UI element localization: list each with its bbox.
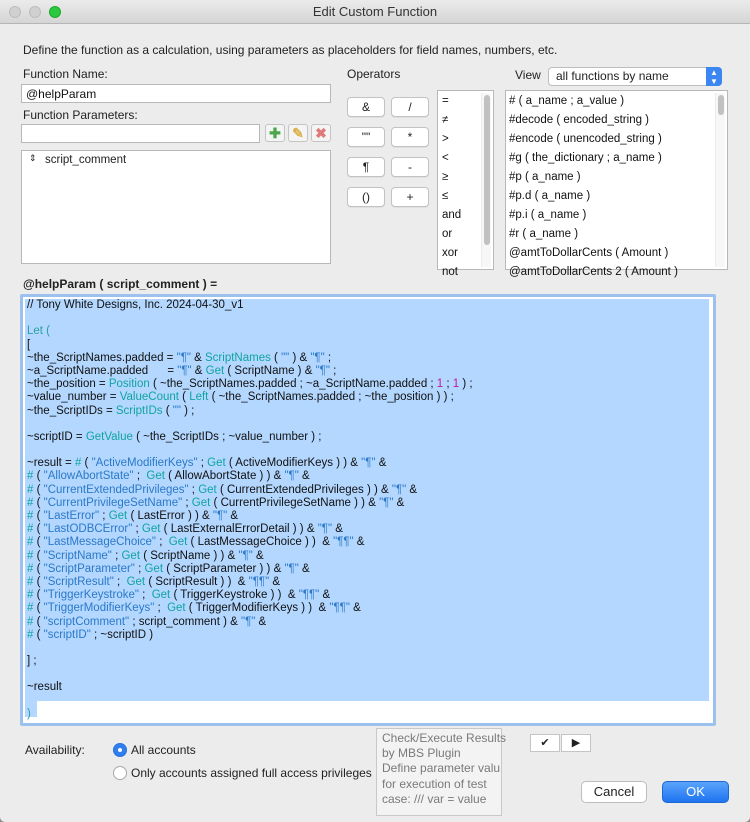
mbs-test-case-text (382, 731, 506, 807)
code-token: Get (198, 483, 217, 496)
code-token: # (27, 496, 34, 509)
code-token: ; script_comment ) & (129, 615, 241, 628)
operators-label: Operators (347, 67, 401, 81)
code-token: & (190, 351, 206, 364)
code-token: "AllowAbortState" (43, 470, 134, 483)
code-token: Get (207, 457, 226, 470)
code-token: & (298, 562, 310, 575)
function-list-scrollbar[interactable] (715, 93, 725, 267)
code-token: ; (133, 470, 147, 483)
calculation-code[interactable] (27, 299, 473, 721)
code-token: "¶" (317, 523, 333, 536)
code-line (27, 668, 473, 681)
code-token: ( ActiveModifierKeys ) ) & (225, 457, 362, 470)
code-token: ( (162, 404, 173, 417)
code-token: Get (167, 602, 186, 615)
edit-parameter-button[interactable] (288, 124, 308, 142)
code-line (27, 629, 473, 642)
code-token: Get (141, 523, 161, 536)
code-token: ( ScriptParameter ) ) & (163, 562, 285, 575)
code-token: "scriptID" (43, 628, 91, 641)
mbs-test-case-field[interactable] (376, 728, 507, 816)
code-line (27, 299, 473, 312)
code-line (27, 523, 473, 536)
code-token: Get (168, 536, 188, 549)
window-title: Edit Custom Function (312, 4, 438, 19)
code-token: # (27, 575, 34, 588)
x-icon: ✖ (315, 125, 327, 141)
code-token: ; (197, 457, 208, 470)
code-line (27, 352, 473, 365)
code-token: Get (108, 510, 128, 522)
code-token: ( (81, 457, 92, 470)
code-token: ( TriggerModifierKeys ) ) & (185, 602, 330, 615)
code-token: & (406, 483, 418, 496)
code-token: ( (33, 470, 44, 483)
code-token: & (375, 457, 387, 470)
code-token: "TriggerKeystroke" (43, 589, 139, 602)
code-token: "¶" (391, 483, 407, 496)
code-token: # (27, 470, 34, 483)
view-label: View (515, 68, 541, 82)
code-token: ; (329, 364, 337, 377)
operator-list-item[interactable]: ≥ (442, 171, 449, 183)
code-token: ) (27, 707, 31, 720)
code-token: "¶¶" (329, 602, 350, 615)
code-line (27, 365, 473, 378)
code-token: ~scriptID = (27, 430, 86, 443)
title-bar (0, 0, 750, 24)
code-token: 1 (436, 378, 444, 391)
code-token: "¶" (284, 562, 299, 575)
code-token: ; (134, 562, 145, 575)
checkmark-icon: ✔ (540, 737, 550, 749)
code-token: "¶" (310, 351, 325, 364)
code-line (27, 602, 473, 615)
code-token: "LastODBCError" (43, 523, 133, 536)
parameter-item[interactable] (22, 153, 330, 169)
code-token: Get (121, 549, 141, 562)
code-token: ( (33, 615, 44, 628)
function-list-item[interactable]: #g ( the_dictionary ; a_name ) (509, 152, 662, 164)
code-token: ( (33, 575, 44, 588)
code-line (27, 695, 473, 708)
mbs-text-line: by MBS Plugin (382, 746, 461, 761)
code-token: # (27, 615, 34, 628)
delete-parameter-button[interactable] (311, 124, 331, 142)
check-syntax-button[interactable] (530, 734, 560, 752)
parentheses-operator-button[interactable]: () (347, 187, 385, 207)
function-parameters-label: Function Parameters: (23, 108, 138, 122)
operator-list[interactable] (437, 90, 494, 278)
code-token: "" (172, 404, 181, 417)
code-line (27, 655, 473, 668)
code-token: ; (138, 589, 152, 602)
code-line (27, 550, 473, 563)
code-token: ( LastMessageChoice ) ) & (187, 536, 334, 549)
code-token: # (27, 523, 34, 536)
function-list-item[interactable]: #p ( a_name ) (509, 171, 581, 183)
code-token: ( ~the_ScriptNames.padded ; ~a_ScriptName.padded ; (149, 378, 437, 391)
code-line (27, 418, 473, 431)
function-list-item[interactable]: #p.i ( a_name ) (509, 209, 587, 221)
code-token: ( CurrentPrivilegeSetName ) ) & (210, 496, 380, 509)
code-token: "¶" (177, 364, 192, 377)
function-signature: @helpParam ( script_comment ) = (23, 277, 218, 291)
code-token: ( (33, 483, 44, 496)
function-list-item[interactable]: #decode ( encoded_string ) (509, 114, 650, 126)
code-token: ( (33, 523, 44, 536)
code-token: ) ; (180, 404, 195, 417)
code-line (27, 457, 473, 470)
code-token: # (27, 589, 34, 602)
code-token: GetValue (85, 430, 133, 443)
code-token: ( (33, 589, 44, 602)
operator-list-scroll-thumb[interactable] (484, 95, 490, 245)
operator-list-item[interactable]: not (442, 266, 458, 278)
code-line (27, 391, 473, 404)
code-token: "¶" (176, 351, 191, 364)
function-list-item[interactable]: # ( a_name ; a_value ) (509, 95, 625, 107)
function-list-item[interactable]: @amtToDollarCents 2 ( Amount ) (509, 266, 678, 278)
quotes-operator-button[interactable]: "" (347, 127, 385, 147)
function-list-item[interactable]: @amtToDollarCents ( Amount ) (509, 247, 669, 259)
code-token: "¶" (315, 364, 330, 377)
mbs-text-line: case: /// var = value (382, 791, 487, 806)
code-token: "¶" (361, 457, 376, 470)
instructions-text: Define the function as a calculation, using parameters as placeholders for field names, numbers, etc. (23, 43, 558, 57)
code-token: # (27, 483, 34, 496)
mbs-text-line: Check/Execute Results (382, 731, 507, 745)
code-token: & (191, 364, 206, 377)
code-line (27, 497, 473, 510)
code-line (27, 510, 473, 523)
code-token: ; (182, 496, 192, 509)
code-token: "scriptComment" (43, 615, 130, 628)
code-token: ( LastExternalErrorDetail ) ) & (160, 523, 318, 536)
drag-handle-icon[interactable]: ⇕ (29, 153, 37, 163)
play-icon: ▶ (571, 737, 581, 749)
availability-label: Availability: (25, 743, 85, 757)
operator-list-item[interactable]: and (442, 209, 462, 221)
code-line (27, 589, 473, 602)
view-select-value: all functions by name (556, 69, 669, 83)
code-token: "¶" (212, 510, 228, 522)
mbs-text-line: for execution of test (382, 776, 487, 791)
code-token: ( (33, 496, 44, 509)
code-line (27, 312, 473, 325)
all-accounts-label[interactable]: All accounts (131, 743, 196, 757)
code-token: ~the_position = (27, 378, 109, 391)
code-token: ScriptNames (205, 351, 271, 364)
ampersand-operator-button[interactable]: & (347, 97, 385, 117)
code-token: "¶" (379, 496, 394, 509)
code-token: # (74, 457, 82, 470)
code-token: Get (191, 496, 211, 509)
full-access-only-radio[interactable] (113, 766, 127, 780)
code-token: "¶¶" (248, 575, 270, 588)
operator-list-item[interactable]: = (442, 95, 449, 107)
code-token: ~a_ScriptName.padded = (27, 364, 178, 377)
code-token: & (319, 589, 331, 602)
code-line (27, 470, 473, 483)
code-token: Let ( (27, 325, 51, 338)
code-token: "TriggerModifierKeys" (43, 602, 155, 615)
code-token: & (349, 602, 361, 615)
code-line (27, 339, 473, 352)
view-select[interactable] (548, 67, 722, 86)
code-token: "¶¶" (333, 536, 354, 549)
code-token: Get (144, 562, 164, 575)
code-token: ( (178, 391, 190, 404)
chevron-updown-icon: ▲ ▼ (706, 67, 722, 86)
operator-list-item[interactable]: xor (442, 247, 458, 259)
code-token: # (27, 510, 34, 522)
code-token: "¶¶" (298, 589, 320, 602)
operator-list-item[interactable]: ≠ (442, 114, 449, 126)
divide-operator-button[interactable]: / (391, 97, 429, 117)
code-token: ( ~the_ScriptNames.padded ; ~the_position ) ) ; (208, 391, 454, 404)
code-token: ) & (289, 351, 311, 364)
code-token: # (27, 549, 34, 562)
code-token: ( (33, 628, 44, 641)
code-line (27, 378, 473, 391)
code-token: ( CurrentExtendedPrivileges ) ) & (216, 483, 392, 496)
parameter-list[interactable] (21, 150, 331, 264)
code-token: "CurrentExtendedPrivileges" (43, 483, 189, 496)
code-token: ; (156, 536, 169, 549)
code-token: ; (154, 602, 168, 615)
full-access-only-label[interactable]: Only accounts assigned full access privileges (131, 766, 372, 780)
code-token: ( ScriptName ) ) & (140, 549, 239, 562)
code-token: "ScriptName" (43, 549, 112, 562)
code-token: ~the_ScriptNames.padded = (27, 351, 177, 364)
code-token: # (27, 536, 34, 549)
code-token: "ActiveModifierKeys" (91, 457, 198, 470)
code-token: ( (33, 549, 44, 562)
code-token: ( (33, 510, 44, 522)
pilcrow-operator-button[interactable]: ¶ (347, 157, 385, 177)
code-token: "¶" (284, 470, 299, 483)
code-token: # (27, 602, 34, 615)
plus-operator-button[interactable]: + (391, 187, 429, 207)
function-list-item[interactable]: #p.d ( a_name ) (509, 190, 591, 202)
code-line (27, 431, 473, 444)
code-token: ) ; (459, 378, 473, 391)
code-token: Get (146, 470, 165, 483)
code-line (27, 642, 473, 655)
operator-list-scrollbar[interactable] (481, 93, 491, 267)
code-token: Position (108, 378, 150, 391)
cancel-button[interactable]: Cancel (581, 781, 647, 803)
function-list-item[interactable]: #encode ( unencoded_string ) (509, 133, 662, 145)
function-list-scroll-thumb[interactable] (718, 95, 724, 115)
code-token: "" (281, 351, 290, 364)
code-token: Get (126, 575, 146, 588)
function-list[interactable] (505, 90, 728, 278)
code-line (27, 484, 473, 497)
code-token: "LastMessageChoice" (43, 536, 157, 549)
code-token: "CurrentPrivilegeSetName" (43, 496, 183, 509)
code-token: ; (188, 483, 199, 496)
multiply-operator-button[interactable]: * (391, 127, 429, 147)
code-token: ( (33, 602, 44, 615)
code-token: "¶" (238, 549, 253, 562)
code-line (27, 325, 473, 338)
code-token: "LastError" (43, 510, 100, 522)
code-token: // Tony White Designs, Inc. 2024-04-30_v1 (27, 299, 244, 311)
code-token: ( ~the_ScriptIDs ; ~value_number ) ; (132, 430, 322, 443)
code-token: ( ScriptResult ) ) & (145, 575, 249, 588)
parameter-item-label: script_comment (45, 154, 127, 166)
code-token: Get (205, 364, 225, 377)
minus-operator-button[interactable]: - (391, 157, 429, 177)
code-token: & (227, 510, 239, 522)
code-token: & (252, 549, 264, 562)
code-token: ; (99, 510, 109, 522)
code-token: Get (151, 589, 171, 602)
operator-list-item[interactable]: ≤ (442, 190, 449, 202)
code-token: ; (443, 378, 453, 391)
code-line (27, 576, 473, 589)
function-list-item[interactable]: #r ( a_name ) (509, 228, 579, 240)
code-token: ; (111, 549, 122, 562)
plus-icon: ✚ (269, 125, 281, 141)
code-token: "ScriptResult" (43, 575, 114, 588)
calculation-editor[interactable] (20, 294, 716, 726)
code-token: ( (33, 562, 44, 575)
code-token: ; (132, 523, 142, 536)
code-token: ; ~scriptID ) (90, 628, 154, 641)
code-token: ~value_number = (27, 391, 120, 404)
code-token: # (27, 628, 34, 641)
code-line (27, 563, 473, 576)
code-token: & (353, 536, 365, 549)
code-token: ScriptIDs (115, 404, 163, 417)
operator-list-item[interactable]: or (442, 228, 453, 240)
code-token: [ (27, 338, 31, 351)
code-line (27, 536, 473, 549)
code-token: ~the_ScriptIDs = (27, 404, 116, 417)
pencil-icon: ✎ (292, 125, 304, 141)
code-token: "¶" (240, 615, 256, 628)
add-parameter-button[interactable] (265, 124, 285, 142)
code-line (27, 444, 473, 457)
code-token: "ScriptParameter" (43, 562, 135, 575)
operator-list-item[interactable]: > (442, 133, 449, 145)
code-token: ( LastError ) ) & (127, 510, 213, 522)
code-token: & (269, 575, 281, 588)
mbs-text-line: Define parameter valu (382, 761, 501, 776)
code-token: ( AllowAbortState ) ) & (164, 470, 285, 483)
code-token: ; (113, 575, 127, 588)
code-token: 1 (452, 378, 460, 391)
code-line (27, 616, 473, 629)
parameter-input[interactable] (21, 124, 260, 143)
operator-list-item[interactable]: < (442, 152, 449, 164)
code-token: ; (324, 351, 332, 364)
code-token: & (298, 470, 310, 483)
code-line (27, 405, 473, 418)
code-token: ( TriggerKeystroke ) ) & (170, 589, 299, 602)
code-token: ( (270, 351, 282, 364)
code-token: # (27, 562, 34, 575)
code-token: ( (33, 536, 44, 549)
code-token: & (393, 496, 405, 509)
code-line (27, 681, 473, 694)
code-token: ( ScriptName ) & (224, 364, 316, 377)
code-token: Left (189, 391, 209, 404)
code-token: & (332, 523, 343, 536)
code-line (27, 708, 473, 721)
function-name-label: Function Name: (23, 67, 108, 81)
execute-test-button[interactable] (561, 734, 591, 752)
code-token: & (255, 615, 267, 628)
ok-button[interactable]: OK (662, 781, 729, 803)
code-token: ~result = (27, 457, 75, 470)
code-token: ] ; (27, 655, 37, 668)
code-token: ~result (27, 681, 62, 694)
code-token: ValueCount (119, 391, 179, 404)
function-name-input[interactable]: @helpParam (21, 84, 331, 103)
all-accounts-radio[interactable] (113, 743, 127, 757)
